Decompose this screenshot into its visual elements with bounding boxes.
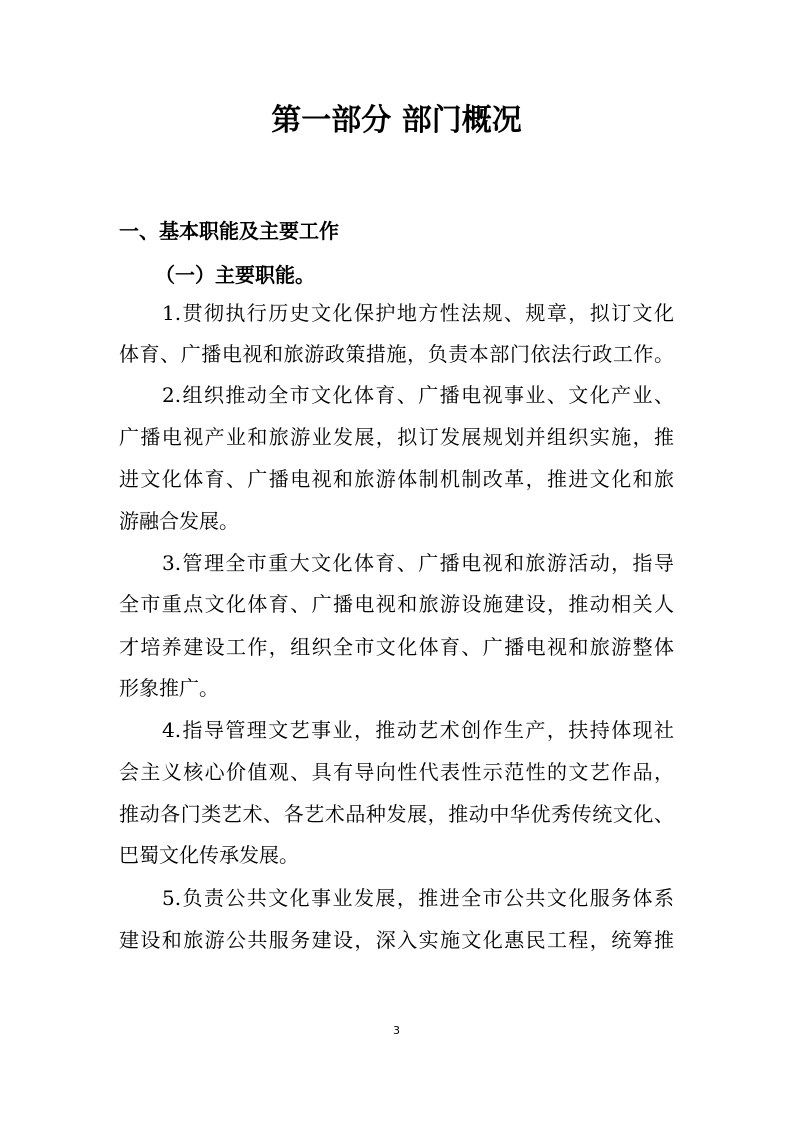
- paragraph-2-line-4: 游融合发展。: [119, 509, 239, 533]
- subheading: （一）主要职能。: [155, 263, 315, 287]
- paragraph-4-line-4: 巴蜀文化传承发展。: [119, 843, 299, 867]
- section-heading: 一、基本职能及主要工作: [119, 219, 339, 243]
- paragraph-2-line-3: 进文化体育、广播电视和旅游体制机制改革，推进文化和旅: [119, 467, 674, 491]
- paragraph-1-line-2: 体育、广播电视和旅游政策措施，负责本部门依法行政工作。: [119, 342, 674, 366]
- paragraph-4-line-3: 推动各门类艺术、各艺术品种发展，推动中华优秀传统文化、: [119, 802, 674, 826]
- paragraph-5-line-1: 5.负责公共文化事业发展，推进全市公共文化服务体系: [162, 886, 674, 910]
- paragraph-2-line-2: 广播电视产业和旅游业发展，拟订发展规划并组织实施，推: [119, 425, 674, 449]
- page-title: 第一部分 部门概况: [271, 103, 522, 138]
- paragraph-3-line-3: 才培养建设工作，组织全市文化体育、广播电视和旅游整体: [119, 635, 674, 659]
- paragraph-3-line-4: 形象推广。: [119, 676, 219, 700]
- paragraph-5-line-2: 建设和旅游公共服务建设，深入实施文化惠民工程，统筹推: [119, 928, 674, 952]
- paragraph-3-line-1: 3.管理全市重大文化体育、广播电视和旅游活动，指导: [162, 551, 674, 575]
- paragraph-4-line-1: 4.指导管理文艺事业，推动艺术创作生产，扶持体现社: [162, 718, 674, 742]
- page-number: 3: [393, 1024, 400, 1037]
- paragraph-3-line-2: 全市重点文化体育、广播电视和旅游设施建设，推动相关人: [119, 592, 674, 616]
- paragraph-2-line-1: 2.组织推动全市文化体育、广播电视事业、文化产业、: [162, 383, 674, 407]
- paragraph-1-line-1: 1.贯彻执行历史文化保护地方性法规、规章，拟订文化: [162, 301, 674, 325]
- paragraph-4-line-2: 会主义核心价值观、具有导向性代表性示范性的文艺作品，: [119, 760, 674, 784]
